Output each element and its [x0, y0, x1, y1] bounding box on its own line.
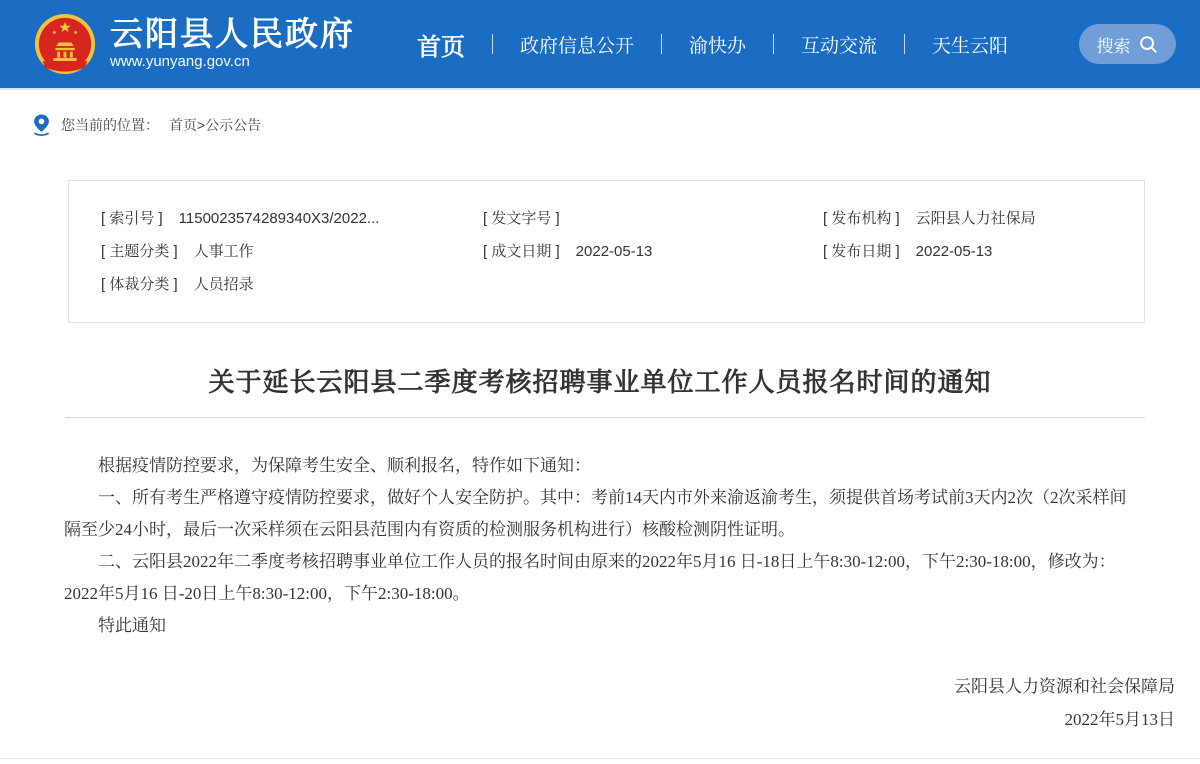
search-button-label: 搜索 — [1096, 36, 1131, 56]
site-name: 云阳县人民政府 — [110, 15, 355, 52]
signature-date: 2022年5月13日 — [1064, 710, 1175, 729]
nav-item-home[interactable]: 首页 — [417, 33, 465, 61]
meta-field-written-date — [451, 235, 791, 268]
breadcrumb-prefix: 您当前的位置： — [61, 117, 159, 133]
breadcrumb — [0, 90, 1200, 160]
meta-label: [ 发文字号 ] — [483, 210, 560, 227]
article-paragraph: 二、云阳县2022年二季度考核招聘事业单位工作人员的报名时间由原来的2022年5月16 日-18日上午8:30-12:00，下午2:30-18:00，修改为：2022年5月16 日-20日上午8:30-12:00，下午2:30-18:00。 — [64, 552, 1116, 603]
nav-item-tiansheng-yunyang[interactable]: 天生云阳 — [932, 35, 1009, 57]
magnifier-icon — [1138, 34, 1159, 55]
meta-value: 人事工作 — [193, 243, 254, 260]
meta-value: 人员招录 — [193, 276, 254, 293]
meta-value: 2022-05-13 — [575, 243, 653, 260]
page-title: 关于延长云阳县二季度考核招聘事业单位工作人员报名时间的通知 — [208, 367, 992, 397]
main-nav — [417, 27, 1035, 62]
page-bottom-divider — [0, 758, 1200, 759]
signature-agency: 云阳县人力资源和社会保障局 — [954, 677, 1175, 696]
nav-item-yukuaiban[interactable]: 渝快办 — [689, 35, 747, 57]
meta-field-index-number — [69, 202, 451, 235]
nav-item-interaction[interactable]: 互动交流 — [801, 35, 878, 57]
meta-label: [ 成文日期 ] — [483, 243, 560, 260]
meta-label: [ 发布日期 ] — [823, 243, 900, 260]
meta-label: [ 索引号 ] — [101, 210, 163, 227]
meta-field-genre-category — [69, 268, 451, 301]
meta-label: [ 发布机构 ] — [823, 210, 900, 227]
national-emblem-icon — [34, 13, 96, 75]
meta-field-issuing-agency — [791, 202, 1144, 235]
meta-value: 2022-05-13 — [915, 243, 993, 260]
meta-field-doc-number — [451, 202, 791, 235]
title-divider — [65, 417, 1145, 418]
article-body — [64, 450, 1140, 642]
breadcrumb-path[interactable]: 首页>公示公告 — [169, 117, 262, 133]
meta-field-topic-category — [69, 235, 451, 268]
meta-field-empty — [451, 268, 791, 301]
site-header — [0, 0, 1200, 88]
site-url: www.yunyang.gov.cn — [110, 53, 250, 70]
article-paragraph: 特此通知 — [98, 616, 166, 635]
meta-value: 1150023574289340X3/2022... — [178, 210, 380, 227]
meta-label: [ 主题分类 ] — [101, 243, 178, 260]
document-meta-box — [68, 180, 1145, 323]
nav-item-gov-info[interactable]: 政府信息公开 — [520, 35, 635, 57]
article-paragraph: 根据疫情防控要求，为保障考生安全、顺利报名，特作如下通知： — [98, 456, 591, 475]
meta-label: [ 体裁分类 ] — [101, 276, 178, 293]
signature-block — [0, 670, 1175, 736]
meta-field-empty — [791, 268, 1144, 301]
article-paragraph: 一、所有考生严格遵守疫情防控要求，做好个人安全防护。其中：考前14天内市外来渝返渝考生，须提供首场考试前3天内2次（2次采样间隔至少24小时，最后一次采样须在云阳县范围内有资质的检测服务机构进行）核酸检测阴性证明。 — [64, 488, 1127, 539]
search-button[interactable] — [1079, 24, 1176, 64]
site-logo[interactable] — [34, 13, 355, 75]
meta-value: 云阳县人力社保局 — [915, 210, 1036, 227]
location-pin-icon — [32, 113, 51, 137]
meta-field-publish-date — [791, 235, 1144, 268]
